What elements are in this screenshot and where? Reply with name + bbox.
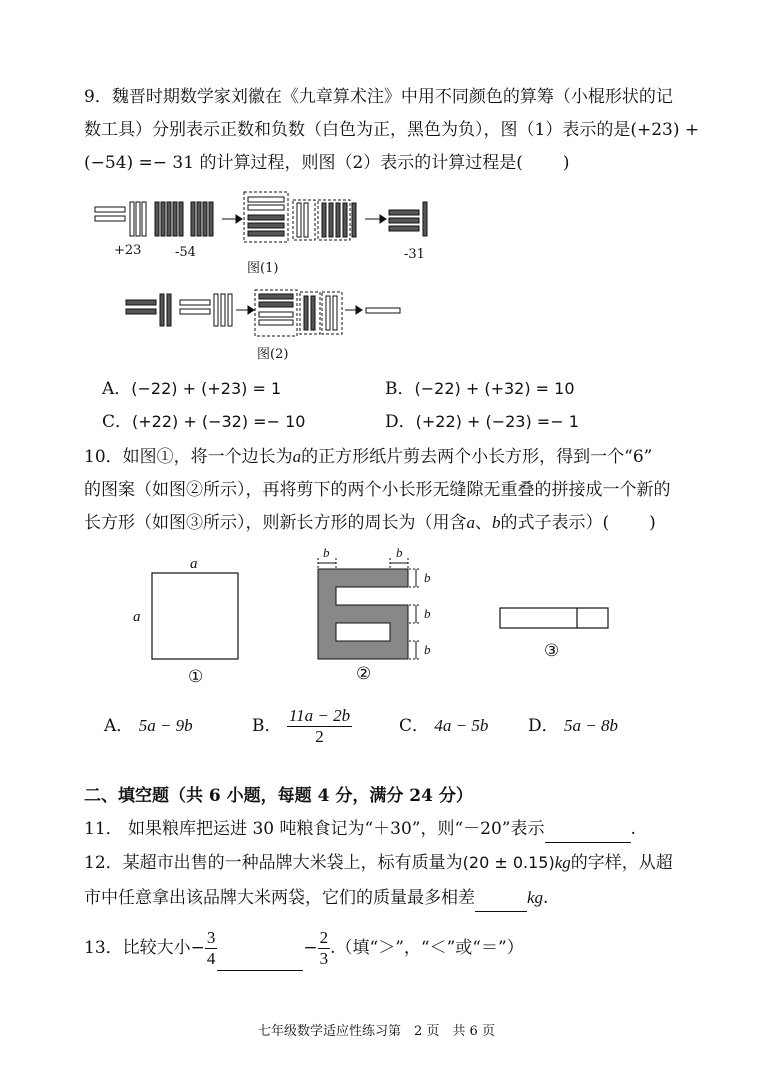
fig2-caption: 图(2) <box>257 347 289 362</box>
figure-six <box>318 558 420 659</box>
q10-line2: 的图案（如图②所示），再将剪下的两个小长形无缝隙无重叠的拼接成一个新的 <box>84 480 671 500</box>
q11-answer-blank[interactable] <box>545 820 631 843</box>
q10-line3: 长方形（如图③所示），则新长方形的周长为（用含a、b的式子表示）( ) <box>84 513 656 533</box>
q10-option-c: C． 4a − 5b <box>399 716 489 736</box>
q9-option-b: B．(−22) + (+32) = 10 <box>385 379 575 399</box>
fig1-label-minus31: -31 <box>404 247 425 262</box>
q10-option-a: A． 5a − 9b <box>104 716 193 736</box>
fig1-caption: 图(1) <box>247 261 279 276</box>
q13-answer-blank[interactable] <box>217 926 303 971</box>
figure-1-rods <box>95 192 427 242</box>
page-footer: 七年级数学适应性练习第 2 页 共 6 页 <box>258 1024 495 1039</box>
q10-option-b: B． $\frac{11a - 2b}{2}$ <box>252 706 351 746</box>
section-2-title: 二、填空题（共 6 小题，每题 4 分，满分 24 分） <box>84 786 473 806</box>
q9-option-d: D．(+22) + (−23) =− 1 <box>385 412 579 432</box>
q10-option-d: D． 5a − 8b <box>528 716 619 736</box>
q9-line3-close: ) <box>562 153 570 173</box>
q13: 13．比较大小− $\frac{3}{4}$ − $\frac{2}{3}$ .（填“＞”，“＜”或“＝”） <box>84 926 524 971</box>
q12-answer-blank[interactable] <box>475 889 527 912</box>
q13-fraction-2: $\frac{2}{3}$ <box>319 928 329 968</box>
figure-new-rectangle <box>500 608 608 628</box>
fig-caption-2: ② <box>356 664 372 684</box>
q12-line1: 12．某超市出售的一种品牌大米袋上，标有质量为(20 ± 0.15)kg的字样，从超 <box>84 853 673 873</box>
figure-2-rods <box>126 290 400 336</box>
q9-option-c: C．(+22) + (−32) =− 10 <box>102 412 306 432</box>
q10-line1: 10．如图①，将一个边长为a的正方形纸片剪去两个小长方形，得到一个“6” <box>84 447 653 467</box>
fig1-label-plus23: +23 <box>114 243 142 258</box>
fig-label-b1: b <box>323 545 330 560</box>
q13-fraction-1: $\frac{3}{4}$ <box>206 928 216 968</box>
fig1-label-minus54: -54 <box>175 245 196 260</box>
q9-option-a: A．(−22) + (+23) = 1 <box>102 379 282 399</box>
q9-line2: 数工具）分别表示正数和负数（白色为正，黑色为负），图（1）表示的是(+23) + <box>84 120 700 140</box>
fig-caption-1: ① <box>188 667 204 687</box>
fig-caption-3: ③ <box>544 641 560 661</box>
fig-label-a-left: a <box>133 609 141 625</box>
q9-line3-text: (−54) =− 31 的计算过程，则图（2）表示的计算过程是( <box>84 153 523 173</box>
fig-label-b2: b <box>396 545 403 560</box>
q10-option-b-fraction: $\frac{11a - 2b}{2}$ <box>288 706 351 746</box>
q9-line1: 9．魏晋时期数学家刘徽在《九章算术注》中用不同颜色的算筹（小棍形状的记 <box>84 87 673 107</box>
q12-line2: 市中任意拿出该品牌大米两袋，它们的质量最多相差 kg. <box>84 887 548 912</box>
figure-square <box>152 573 238 659</box>
q11: 11． 如果粮库把运进 30 吨粮食记为“＋30”，则“－20”表示 . <box>84 818 636 843</box>
fig-label-b5: b <box>424 642 431 657</box>
fig-label-b3: b <box>424 570 431 585</box>
fig-label-b4: b <box>424 606 431 621</box>
fig-label-a-top: a <box>190 556 198 572</box>
